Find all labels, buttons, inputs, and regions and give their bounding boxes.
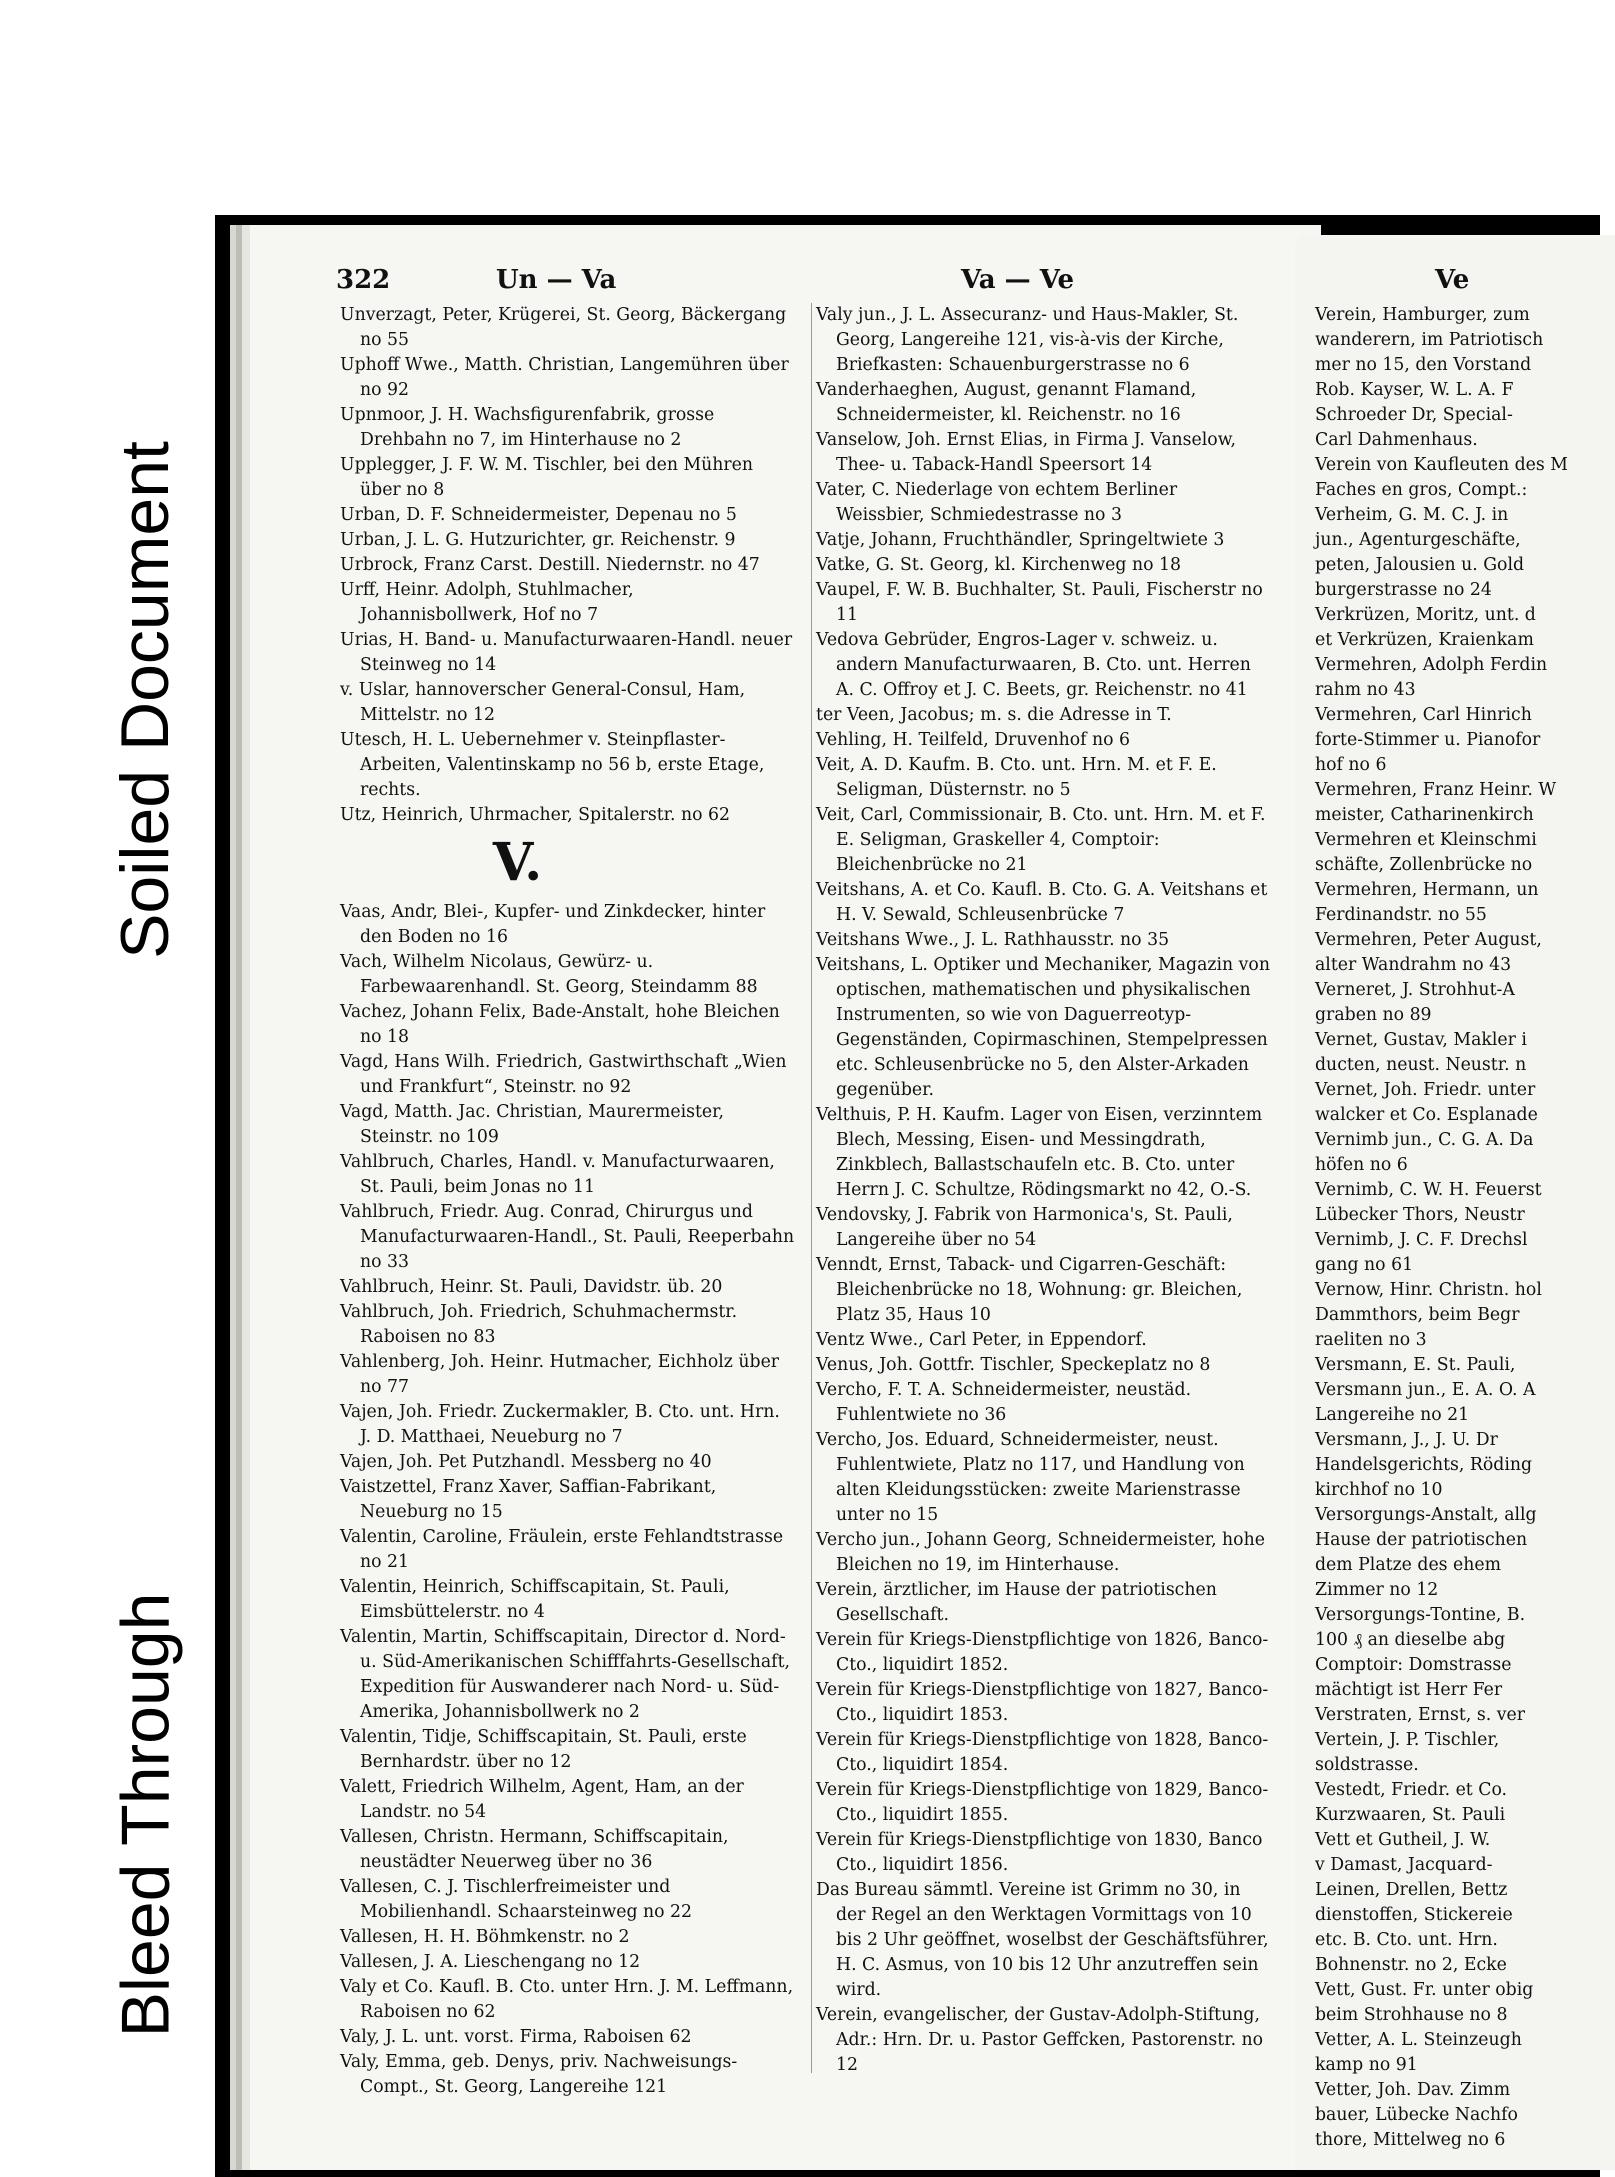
directory-entry: Rob. Kayser, W. L. A. F	[1315, 380, 1514, 400]
directory-entry: Urban, J. L. G. Hutzurichter, gr. Reichenstr. 9	[340, 530, 736, 550]
directory-entry: Vaas, Andr, Blei-, Kupfer- und Zinkdecker, hinter den Boden no 16	[340, 902, 766, 947]
directory-entry: Utz, Heinrich, Uhrmacher, Spitalerstr. no 62	[340, 805, 731, 825]
directory-entry: Vaistzettel, Franz Xaver, Saffian-Fabrikant, Neueburg no 15	[340, 1477, 717, 1522]
directory-entry: Valy et Co. Kaufl. B. Cto. unter Hrn. J. M. Leffmann, Raboisen no 62	[340, 1977, 794, 2022]
directory-entry: Vernet, Joh. Friedr. unter	[1315, 1080, 1536, 1100]
entries-u	[340, 303, 795, 828]
directory-entry: Uphoff Wwe., Matth. Christian, Langemühren über no 92	[340, 355, 789, 400]
directory-entry: Versmann, J., J. U. Dr	[1315, 1430, 1498, 1450]
directory-entry: Valentin, Tidje, Schiffscapitain, St. Pauli, erste Bernhardstr. über no 12	[340, 1727, 747, 1772]
directory-entry: Verein für Kriegs-Dienstpflichtige von 1827, Banco-Cto., liquidirt 1853.	[816, 1680, 1269, 1725]
directory-entry: Vatke, G. St. Georg, kl. Kirchenweg no 18	[816, 555, 1181, 575]
directory-entry: Handelsgerichts, Röding	[1315, 1455, 1533, 1475]
directory-entry: Valentin, Caroline, Fräulein, erste Fehlandtstrasse no 21	[340, 1527, 784, 1572]
directory-entry: Ventz Wwe., Carl Peter, in Eppendorf.	[816, 1330, 1147, 1350]
entries-v	[340, 900, 795, 2100]
directory-entry: Vermehren, Carl Hinrich	[1315, 705, 1532, 725]
directory-entry: walcker et Co. Esplanade	[1315, 1105, 1538, 1125]
directory-entry: Vajen, Joh. Friedr. Zuckermakler, B. Cto. unt. Hrn. J. D. Matthaei, Neueburg no 7	[340, 1402, 780, 1447]
directory-entry: Velthuis, P. H. Kaufm. Lager von Eisen, verzinntem Blech, Messing, Eisen- und Messingdrath, Zinkblech, Ballastschaufeln etc. B. Cto. unter Herrn J. C. Schultze, Rödingsmarkt no 42, O.-S.	[816, 1105, 1263, 1200]
directory-entry: Verein für Kriegs-Dienstpflichtige von 1828, Banco-Cto., liquidirt 1854.	[816, 1730, 1269, 1775]
directory-entry: Vallesen, Christn. Hermann, Schiffscapitain, neustädter Neuerweg über no 36	[340, 1827, 729, 1872]
directory-entry: Vagd, Hans Wilh. Friedrich, Gastwirthschaft „Wien und Frankfurt“, Steinstr. no 92	[340, 1052, 787, 1097]
directory-entry: Vallesen, J. A. Lieschengang no 12	[340, 1952, 641, 1972]
directory-entry: ducten, neust. Neustr. n	[1315, 1055, 1527, 1075]
directory-entry: Vermehren, Franz Heinr. W	[1315, 780, 1557, 800]
directory-entry: Veitshans, A. et Co. Kaufl. B. Cto. G. A. Veitshans et H. V. Sewald, Schleusenbrücke 7	[816, 880, 1268, 925]
directory-entry: Versmann, E. St. Pauli,	[1315, 1355, 1516, 1375]
directory-entry: Unverzagt, Peter, Krügerei, St. Georg, Bäckergang no 55	[340, 305, 787, 350]
directory-entry: Verheim, G. M. C. J. in	[1315, 505, 1509, 525]
right-page	[1295, 235, 1615, 2170]
directory-entry: Kurzwaaren, St. Pauli	[1315, 1805, 1506, 1825]
directory-entry: Faches en gros, Compt.:	[1315, 480, 1528, 500]
directory-entry: Vedova Gebrüder, Engros-Lager v. schweiz. u. andern Manufacturwaaren, B. Cto. unt. Herren A. C. Offroy et J. C. Beets, gr. Reichenstr. no 41	[816, 630, 1251, 700]
directory-entry: Urbrock, Franz Carst. Destill. Niedernstr. no 47	[340, 555, 760, 575]
directory-entry: ter Veen, Jacobus; m. s. die Adresse in T.	[816, 705, 1172, 725]
directory-entry: Verein für Kriegs-Dienstpflichtige von 1830, Banco Cto., liquidirt 1856.	[816, 1830, 1263, 1875]
directory-entry: Verneret, J. Strohhut-A	[1315, 980, 1515, 1000]
page-number: 322	[336, 265, 391, 295]
column-2	[811, 303, 1271, 2073]
directory-entry: Hause der patriotischen	[1315, 1530, 1528, 1550]
left-page	[230, 225, 1321, 2170]
directory-entry: Valy jun., J. L. Assecuranz- und Haus-Makler, St. Georg, Langereihe 121, vis-à-vis der Kirche, Briefkasten: Schauenburgerstrasse no 6	[816, 305, 1239, 375]
directory-entry: Vett, Gust. Fr. unter obig	[1315, 1980, 1534, 2000]
directory-entry: Valy, Emma, geb. Denys, priv. Nachweisungs-Compt., St. Georg, Langereihe 121	[340, 2052, 738, 2097]
column-3	[1315, 303, 1615, 2150]
directory-entry: Vercho jun., Johann Georg, Schneidermeister, hohe Bleichen no 19, im Hinterhause.	[816, 1530, 1265, 1575]
directory-entry: Vachez, Johann Felix, Bade-Anstalt, hohe Bleichen no 18	[340, 1002, 780, 1047]
directory-entry: Verein, evangelischer, der Gustav-Adolph-Stiftung, Adr.: Hrn. Dr. u. Pastor Geffcken, Pastorenstr. no 12	[816, 2005, 1264, 2075]
directory-entry: Vater, C. Niederlage von echtem Berliner Weissbier, Schmiedestrasse no 3	[816, 480, 1178, 525]
directory-entry: Vajen, Joh. Pet Putzhandl. Messberg no 40	[340, 1452, 712, 1472]
directory-entry: Vahlbruch, Joh. Friedrich, Schuhmachermstr. Raboisen no 83	[340, 1302, 738, 1347]
directory-entry: Urff, Heinr. Adolph, Stuhlmacher, Johannisbollwerk, Hof no 7	[340, 580, 634, 625]
directory-entry: etc. B. Cto. unt. Hrn.	[1315, 1930, 1498, 1950]
directory-entry: Veit, A. D. Kaufm. B. Cto. unt. Hrn. M. et F. E. Seligman, Düsternstr. no 5	[816, 755, 1217, 800]
directory-entry: Zimmer no 12	[1315, 1580, 1439, 1600]
section-letter-v: V.	[492, 832, 543, 893]
directory-entry: Valy, J. L. unt. vorst. Firma, Raboisen 62	[340, 2027, 692, 2047]
directory-entry: Valett, Friedrich Wilhelm, Agent, Ham, an der Landstr. no 54	[340, 1777, 744, 1822]
directory-entry: Versorgungs-Anstalt, allg	[1315, 1505, 1537, 1525]
directory-entry: Langereihe no 21	[1315, 1405, 1470, 1425]
directory-entry: Urban, D. F. Schneidermeister, Depenau no 5	[340, 505, 737, 525]
bleed-through-text: Bleed Through	[107, 1592, 184, 2038]
directory-entry: Vercho, F. T. A. Schneidermeister, neustäd. Fuhlentwiete no 36	[816, 1380, 1192, 1425]
directory-entry: Bohnenstr. no 2, Ecke	[1315, 1955, 1507, 1975]
directory-entry: Schroeder Dr, Special-	[1315, 405, 1513, 425]
directory-entry: Vahlbruch, Charles, Handl. v. Manufacturwaaren, St. Pauli, beim Jonas no 11	[340, 1152, 775, 1197]
directory-entry: Urias, H. Band- u. Manufacturwaaren-Handl. neuer Steinweg no 14	[340, 630, 793, 675]
directory-entry: Vermehren, Adolph Ferdin	[1315, 655, 1548, 675]
directory-entry: Veitshans Wwe., J. L. Rathhausstr. no 35	[816, 930, 1170, 950]
directory-entry: Vatje, Johann, Fruchthändler, Springeltwiete 3	[816, 530, 1225, 550]
directory-entry: Verkrüzen, Moritz, unt. d	[1315, 605, 1536, 625]
directory-entry: Vahlbruch, Heinr. St. Pauli, Davidstr. üb. 20	[340, 1277, 723, 1297]
directory-entry: Valentin, Heinrich, Schiffscapitain, St. Pauli, Eimsbüttelerstr. no 4	[340, 1577, 730, 1622]
directory-entry: Vernet, Gustav, Makler i	[1315, 1030, 1527, 1050]
directory-entry: mer no 15, den Vorstand	[1315, 355, 1532, 375]
bleed-through-label	[80, 1485, 210, 2145]
directory-entry: Versorgungs-Tontine, B.	[1315, 1605, 1526, 1625]
directory-entry: Verein, Hamburger, zum	[1315, 305, 1530, 325]
directory-entry: hof no 6	[1315, 755, 1387, 775]
directory-entry: et Verkrüzen, Kraienkam	[1315, 630, 1534, 650]
directory-entry: höfen no 6	[1315, 1155, 1408, 1175]
directory-entry: Vahlbruch, Friedr. Aug. Conrad, Chirurgus und Manufacturwaaren-Handl., St. Pauli, Reeperbahn no 33	[340, 1202, 795, 1272]
directory-entry: Versmann jun., E. A. O. A	[1315, 1380, 1536, 1400]
directory-entry: Comptoir: Domstrasse	[1315, 1655, 1512, 1675]
directory-entry: Vernimb jun., C. G. A. Da	[1315, 1130, 1534, 1150]
directory-entry: Vertein, J. P. Tischler,	[1315, 1730, 1500, 1750]
directory-entry: Veitshans, L. Optiker und Mechaniker, Magazin von optischen, mathematischen und physikalischen Instrumenten, so wie von Daguerreotyp-Gegenständen, Copirmaschinen, Stempelpressen etc. Schleusenbrücke no 5, den Alster-Arkaden gegenüber.	[816, 955, 1270, 1100]
column-1	[340, 303, 795, 2097]
directory-entry: Vett et Gutheil, J. W.	[1315, 1830, 1491, 1850]
directory-entry: Carl Dahmenhaus.	[1315, 430, 1478, 450]
directory-entry: alter Wandrahm no 43	[1315, 955, 1512, 975]
directory-entry: Vehling, H. Teilfeld, Druvenhof no 6	[816, 730, 1131, 750]
directory-entry: Valentin, Martin, Schiffscapitain, Director d. Nord- u. Süd-Amerikanischen Schifffahrts-Gesellschaft, Expedition für Auswanderer nach Nord- u. Süd-Amerika, Johannisbollwerk no 2	[340, 1627, 791, 1722]
directory-entry: meister, Catharinenkirch	[1315, 805, 1534, 825]
directory-entry: Verein, ärztlicher, im Hause der patriotischen Gesellschaft.	[816, 1580, 1217, 1625]
directory-entry: raeliten no 3	[1315, 1330, 1427, 1350]
directory-entry: dem Platze des ehem	[1315, 1555, 1502, 1575]
directory-entry: peten, Jalousien u. Gold	[1315, 555, 1525, 575]
soiled-document-label	[80, 400, 210, 1000]
directory-entry: Vermehren et Kleinschmi	[1315, 830, 1537, 850]
running-head-middle: Va — Ve	[961, 265, 1075, 295]
soiled-document-text: Soiled Document	[107, 441, 183, 959]
directory-entry: Dammthors, beim Begr	[1315, 1305, 1520, 1325]
directory-entry: rahm no 43	[1315, 680, 1416, 700]
directory-entry: Verstraten, Ernst, s. ver	[1315, 1705, 1525, 1725]
directory-entry: v Damast, Jacquard-	[1315, 1855, 1493, 1875]
directory-entry: Lübecker Thors, Neustr	[1315, 1205, 1525, 1225]
directory-entry: Verein von Kaufleuten des M	[1315, 455, 1568, 475]
directory-entry: Vernimb, J. C. F. Drechsl	[1315, 1230, 1528, 1250]
directory-entry: wanderern, im Patriotisch	[1315, 330, 1544, 350]
directory-entry: Vahlenberg, Joh. Heinr. Hutmacher, Eichholz über no 77	[340, 1352, 780, 1397]
directory-entry: beim Strohhause no 8	[1315, 2005, 1508, 2025]
directory-entry: schäfte, Zollenbrücke no	[1315, 855, 1533, 875]
directory-entry: Das Bureau sämmtl. Vereine ist Grimm no 30, in der Regel an den Werktagen Vormittags von 10 bis 2 Uhr geöffnet, woselbst der Geschäftsführer, H. C. Asmus, von 10 bis 12 Uhr anzutreffen sein wird.	[816, 1880, 1269, 2000]
directory-entry: Verein für Kriegs-Dienstpflichtige von 1829, Banco-Cto., liquidirt 1855.	[816, 1780, 1269, 1825]
directory-entry: forte-Stimmer u. Pianofor	[1315, 730, 1541, 750]
directory-entry: Upnmoor, J. H. Wachsfigurenfabrik, grosse Drehbahn no 7, im Hinterhause no 2	[340, 405, 715, 450]
directory-entry: jun., Agenturgeschäfte,	[1315, 530, 1521, 550]
directory-entry: thore, Mittelweg no 6	[1315, 2130, 1506, 2150]
directory-entry: Venus, Joh. Gottfr. Tischler, Speckeplatz no 8	[816, 1355, 1211, 1375]
directory-entry: Venndt, Ernst, Taback- und Cigarren-Geschäft: Bleichenbrücke no 18, Wohnung: gr. Bleichen, Platz 35, Haus 10	[816, 1255, 1243, 1325]
directory-entry: Vermehren, Hermann, un	[1315, 880, 1539, 900]
directory-entry: Vendovsky, J. Fabrik von Harmonica's, St. Pauli, Langereihe über no 54	[816, 1205, 1233, 1250]
directory-entry: Vetter, Joh. Dav. Zimm	[1315, 2080, 1511, 2100]
directory-entry: dienstoffen, Stickereie	[1315, 1905, 1513, 1925]
directory-entry: Ferdinandstr. no 55	[1315, 905, 1487, 925]
directory-entry: Leinen, Drellen, Bettz	[1315, 1880, 1508, 1900]
directory-entry: Vallesen, C. J. Tischlerfreimeister und Mobilienhandl. Schaarsteinweg no 22	[340, 1877, 693, 1922]
running-head-left: Un — Va	[496, 265, 617, 295]
directory-entry: Vach, Wilhelm Nicolaus, Gewürz- u. Farbewaarenhandl. St. Georg, Steindamm 88	[340, 952, 758, 997]
directory-entry: graben no 89	[1315, 1005, 1432, 1025]
directory-entry: bauer, Lübecke Nachfo	[1315, 2105, 1518, 2125]
directory-entry: Vanselow, Joh. Ernst Elias, in Firma J. Vanselow, Thee- u. Taback-Handl Speersort 14	[816, 430, 1236, 475]
scanned-book-spread	[215, 215, 1600, 2177]
directory-entry: Vermehren, Peter August,	[1315, 930, 1542, 950]
directory-entry: Vanderhaeghen, August, genannt Flamand, Schneidermeister, kl. Reichenstr. no 16	[816, 380, 1197, 425]
directory-entry: kirchhof no 10	[1315, 1480, 1443, 1500]
directory-entry: Veit, Carl, Commissionair, B. Cto. unt. Hrn. M. et F. E. Seligman, Graskeller 4, Comptoir: Bleichenbrücke no 21	[816, 805, 1266, 875]
directory-entry: Utesch, H. L. Uebernehmer v. Steinpflaster-Arbeiten, Valentinskamp no 56 b, erste Etage, rechts.	[340, 730, 765, 800]
directory-entry: Upplegger, J. F. W. M. Tischler, bei den Mühren über no 8	[340, 455, 754, 500]
directory-entry: Vetter, A. L. Steinzeugh	[1315, 2030, 1522, 2050]
directory-entry: soldstrasse.	[1315, 1755, 1419, 1775]
directory-entry: gang no 61	[1315, 1255, 1414, 1275]
directory-entry: kamp no 91	[1315, 2055, 1418, 2075]
directory-entry: Verein für Kriegs-Dienstpflichtige von 1826, Banco-Cto., liquidirt 1852.	[816, 1630, 1269, 1675]
running-head-right: Ve	[1435, 265, 1470, 295]
directory-entry: Vercho, Jos. Eduard, Schneidermeister, neust. Fuhlentwiete, Platz no 117, und Handlung von alten Kleidungsstücken: zweite Marienstrasse unter no 15	[816, 1430, 1245, 1525]
directory-entry: Vallesen, H. H. Böhmkenstr. no 2	[340, 1927, 630, 1947]
directory-entry: Vestedt, Friedr. et Co.	[1315, 1780, 1508, 1800]
directory-entry: Vernimb, C. W. H. Feuerst	[1315, 1180, 1542, 1200]
directory-entry: 100 ₰ an dieselbe abg	[1315, 1630, 1506, 1650]
directory-entry: burgerstrasse no 24	[1315, 580, 1492, 600]
directory-entry: Vagd, Matth. Jac. Christian, Maurermeister, Steinstr. no 109	[340, 1102, 725, 1147]
directory-entry: v. Uslar, hannoverscher General-Consul, Ham, Mittelstr. no 12	[340, 680, 746, 725]
directory-entry: Vernow, Hinr. Christn. hol	[1315, 1280, 1542, 1300]
directory-entry: mächtigt ist Herr Fer	[1315, 1680, 1503, 1700]
directory-entry: Vaupel, F. W. B. Buchhalter, St. Pauli, Fischerstr no 11	[816, 580, 1263, 625]
